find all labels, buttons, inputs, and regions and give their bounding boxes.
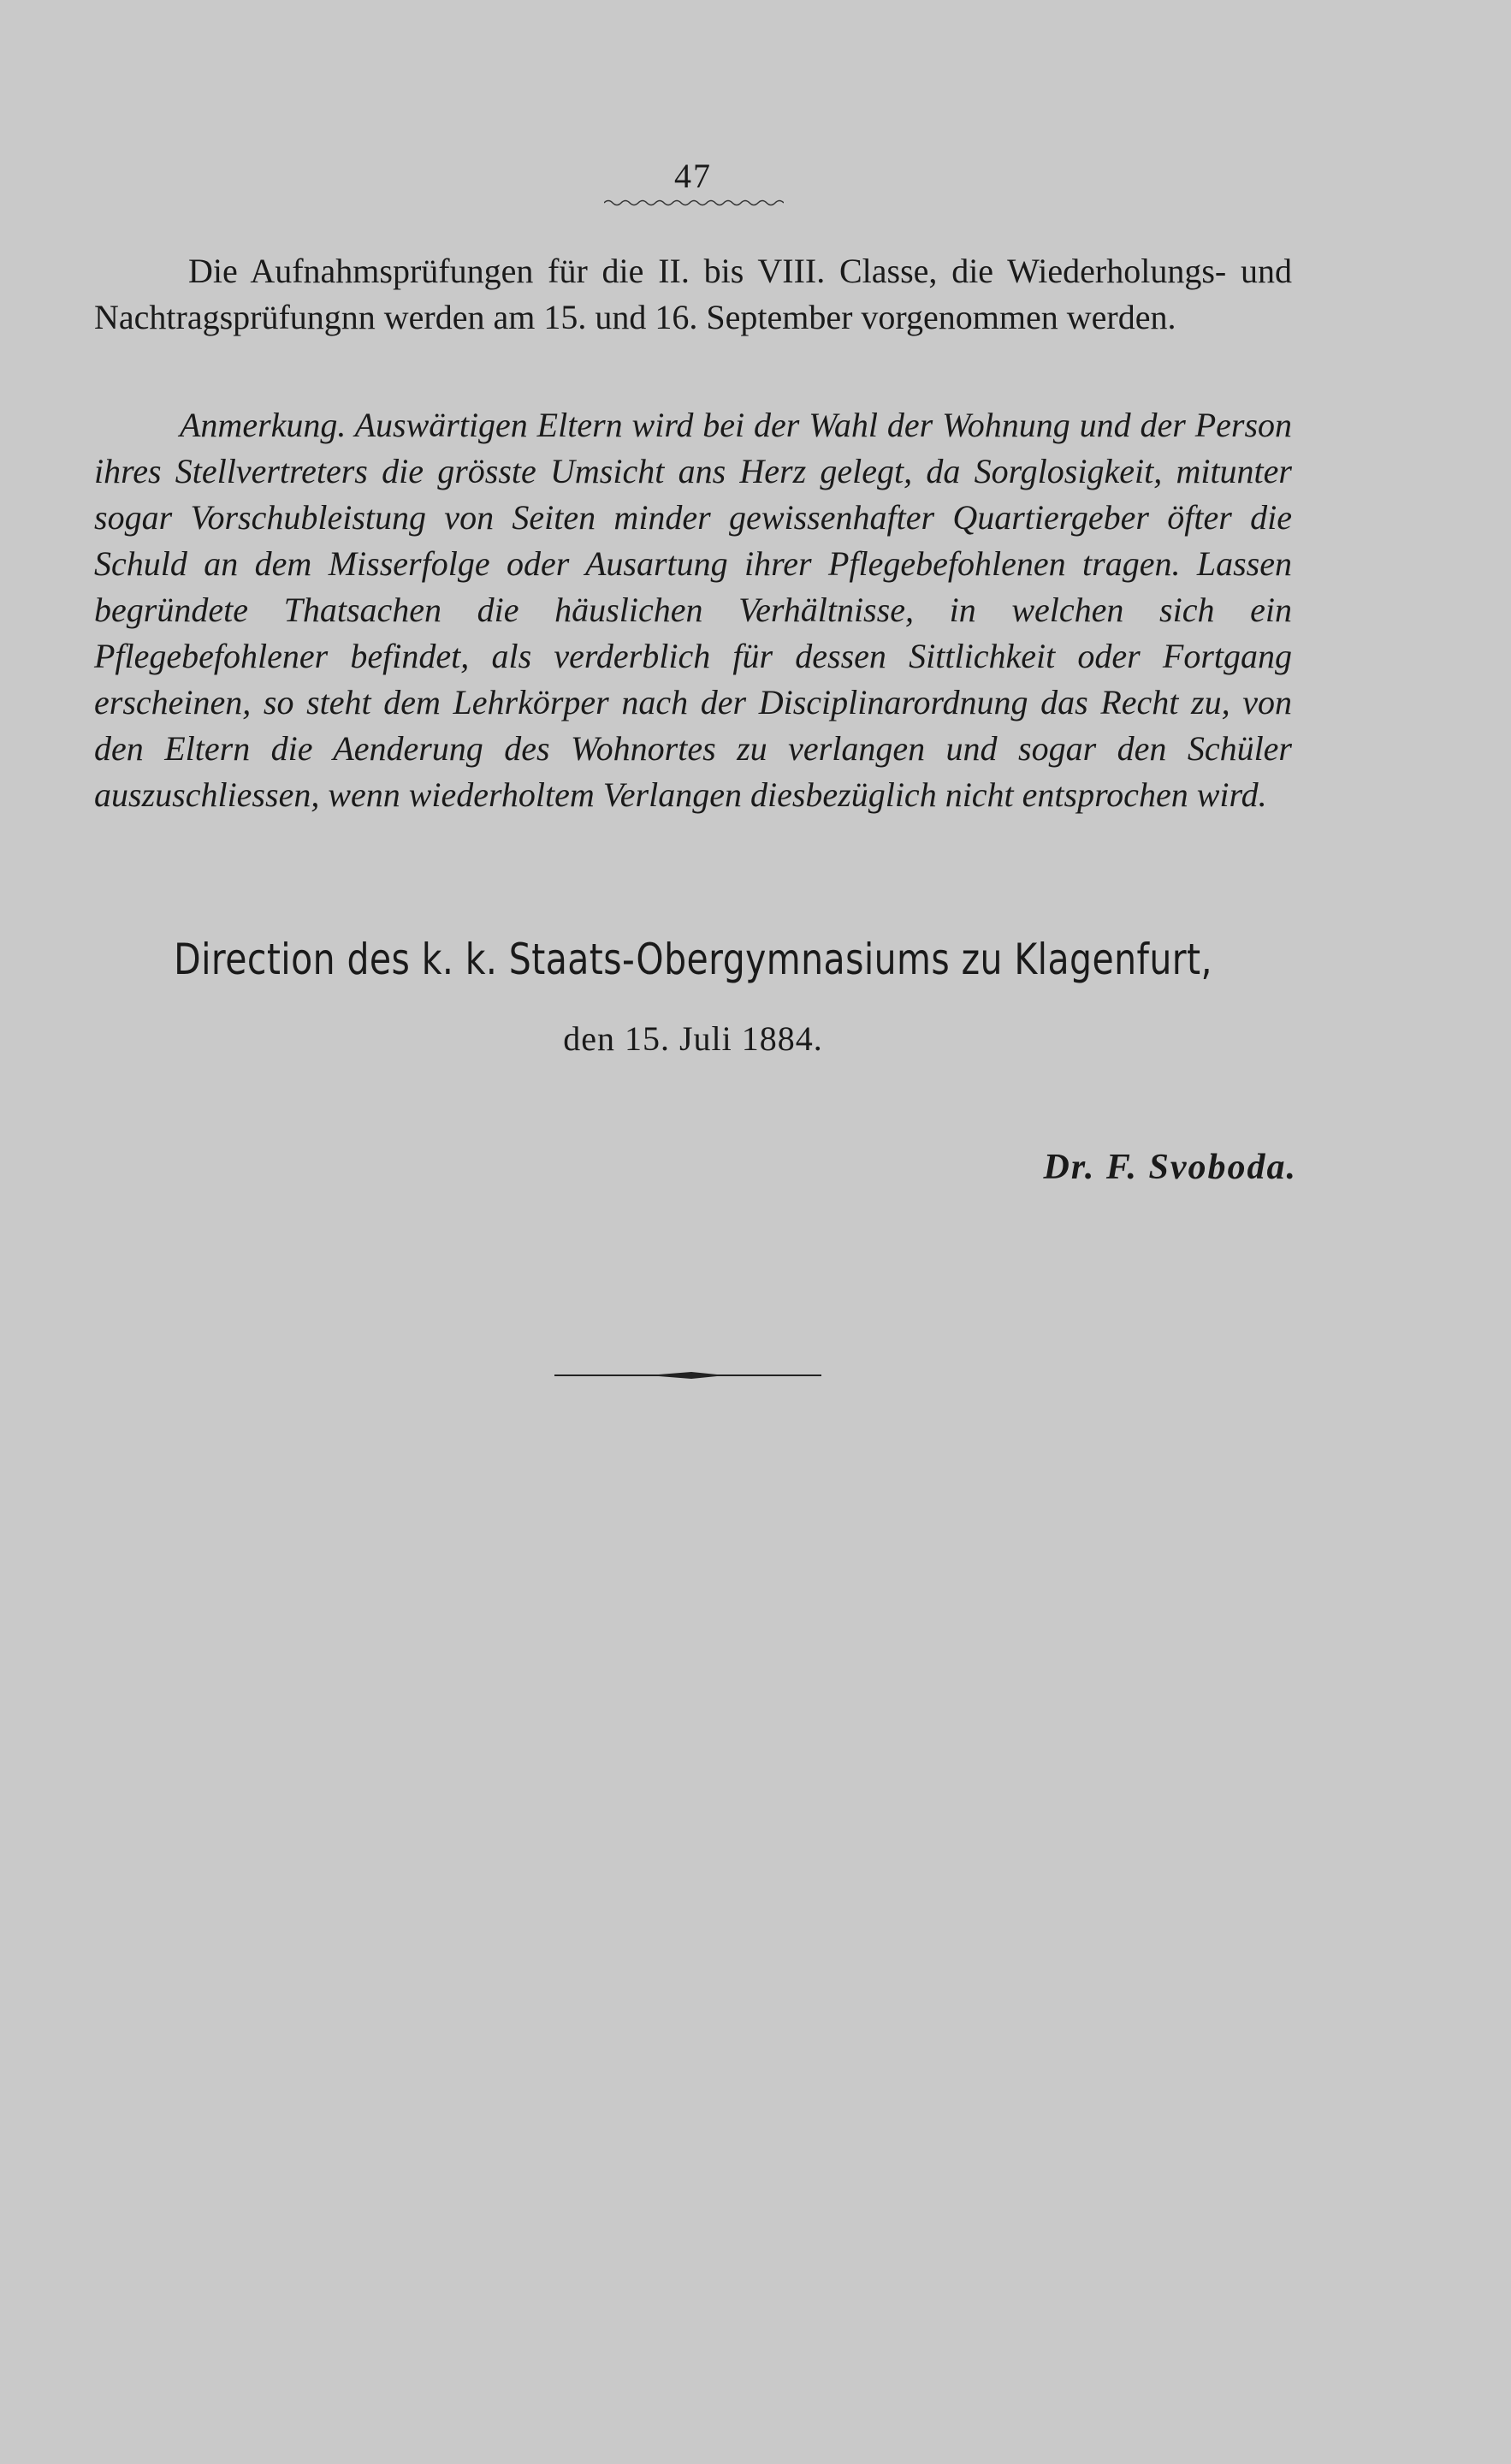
page-number: 47 [674,157,712,195]
date-line: den 15. Juli 1884. [563,1019,823,1058]
end-ornament-rule [554,1367,821,1384]
note-text: Auswärtigen Eltern wird bei der Wahl der Wohnung und der Person ihres Stellvertreters die grösste Umsicht ans Herz gelegt, da Sorglosigkeit, mitunter sogar Vorschubleistung von Seiten minder gewissenhafter Quartiergeber öfter die Schuld an dem Misserfolge oder Ausartung ihrer Pflegebefohlenen tragen. Lassen begründete Thatsachen die häuslichen Verhältnisse, in welchen sich ein Pflegebefohlener befindet, als verderblich für dessen Sittlichkeit oder Fortgang erscheinen, so steht dem Lehrkörper nach der Disciplinarordnung das Recht zu, von den Eltern die Aenderung des Wohnortes zu verlangen und sogar den Schüler auszuschliessen, wenn wiederholtem Verlangen diesbezüglich nicht entsprochen wird. [94,406,1293,814]
paragraph-exam-dates: Die Aufnahmsprüfungen für die II. bis VIII. Classe, die Wiederholungs- und Nachtragsprüfungnn werden am 15. und 16. September vorgenommen werden. [94,252,1292,336]
page-number-underline-ornament [604,197,784,209]
direction-heading: Direction des k. k. Staats-Obergymnasiums zu Klagenfurt, [174,935,1212,984]
paragraph-note [94,402,1292,818]
note-label: Anmerkung. [180,406,347,444]
signature: Dr. F. Svoboda. [1043,1148,1297,1187]
